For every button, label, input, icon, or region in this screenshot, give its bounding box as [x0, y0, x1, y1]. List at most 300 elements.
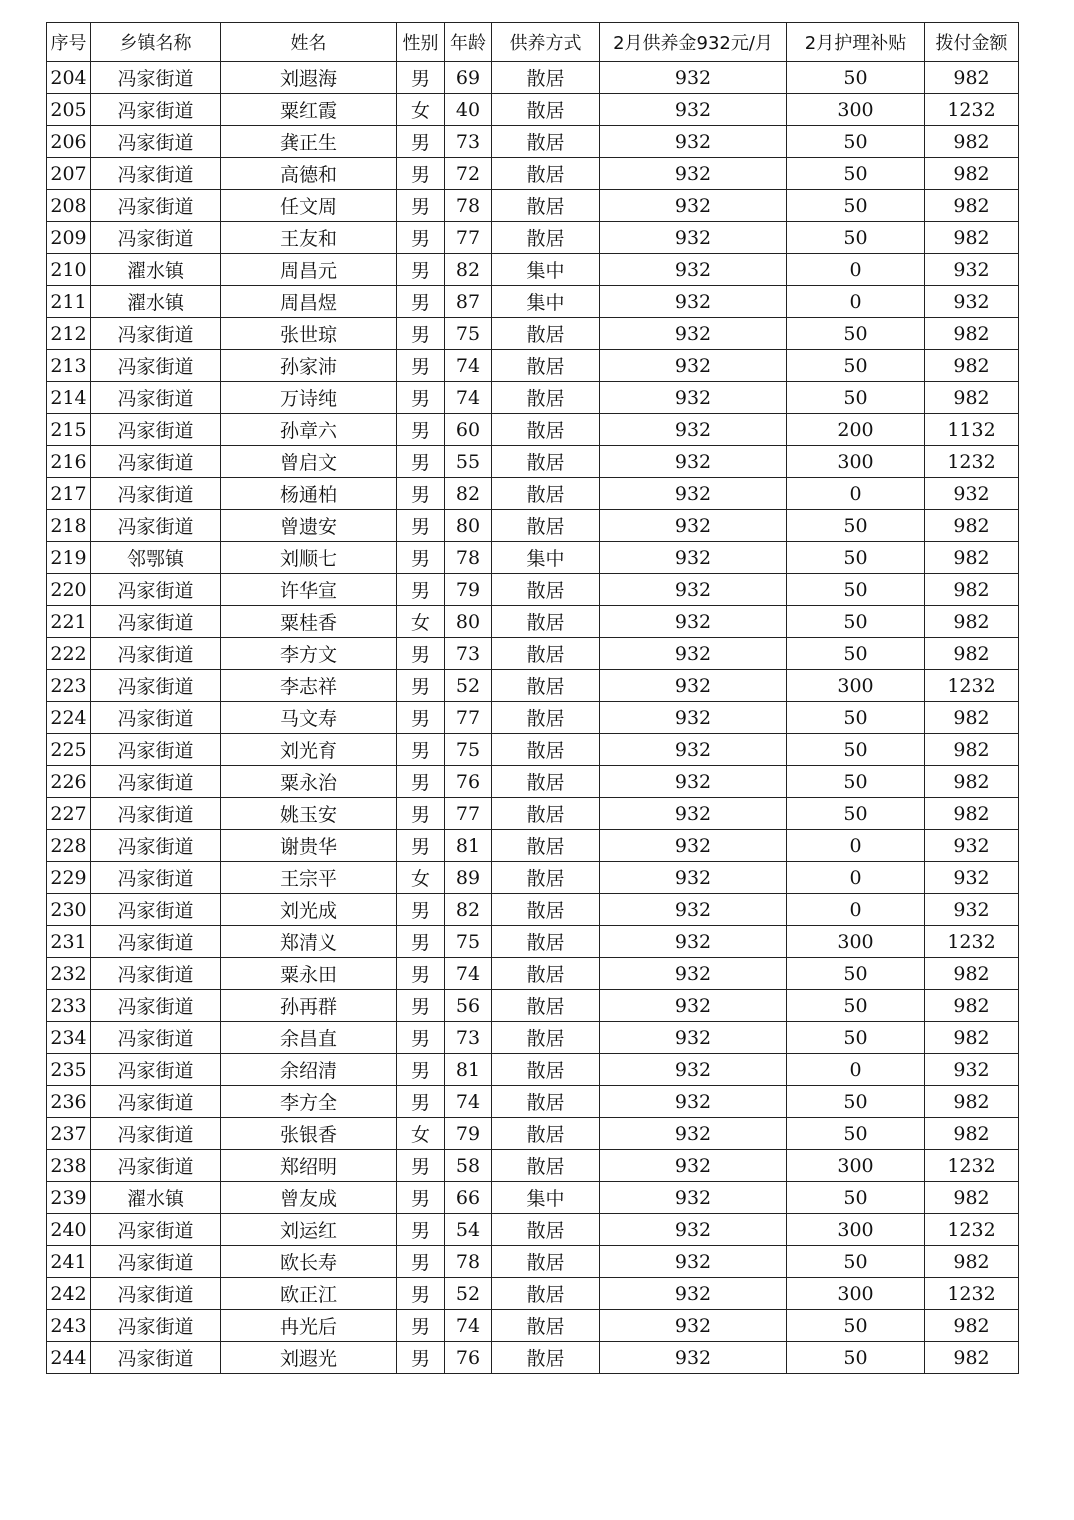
cell-care-subsidy: 300 [787, 94, 925, 126]
cell-age: 73 [445, 126, 492, 158]
cell-name: 孙家沛 [221, 350, 397, 382]
table-row [47, 1278, 1019, 1310]
cell-gender: 男 [397, 830, 445, 862]
cell-town: 冯家街道 [91, 190, 221, 222]
cell-index: 220 [47, 574, 91, 606]
cell-support-fund: 932 [600, 1214, 787, 1246]
cell-age: 52 [445, 670, 492, 702]
cell-name: 姚玉安 [221, 798, 397, 830]
cell-gender: 男 [397, 1246, 445, 1278]
cell-town: 冯家街道 [91, 1054, 221, 1086]
cell-age: 74 [445, 1086, 492, 1118]
cell-support-fund: 932 [600, 254, 787, 286]
cell-care-subsidy: 300 [787, 926, 925, 958]
cell-town: 冯家街道 [91, 1246, 221, 1278]
cell-town: 冯家街道 [91, 734, 221, 766]
cell-town: 冯家街道 [91, 478, 221, 510]
cell-age: 75 [445, 926, 492, 958]
cell-town: 冯家街道 [91, 862, 221, 894]
cell-age: 40 [445, 94, 492, 126]
col-header-care-subsidy: 2月护理补贴 [787, 23, 925, 62]
cell-index: 212 [47, 318, 91, 350]
cell-care-subsidy: 300 [787, 670, 925, 702]
table-row [47, 286, 1019, 318]
cell-support-type: 散居 [492, 894, 600, 926]
cell-support-fund: 932 [600, 766, 787, 798]
cell-gender: 男 [397, 766, 445, 798]
cell-payment-total: 982 [925, 766, 1019, 798]
cell-name: 曾遗安 [221, 510, 397, 542]
cell-name: 刘光成 [221, 894, 397, 926]
cell-support-fund: 932 [600, 510, 787, 542]
cell-age: 52 [445, 1278, 492, 1310]
cell-town: 冯家街道 [91, 1278, 221, 1310]
table-row [47, 606, 1019, 638]
cell-support-type: 散居 [492, 478, 600, 510]
cell-gender: 女 [397, 1118, 445, 1150]
cell-age: 82 [445, 254, 492, 286]
cell-town: 濯水镇 [91, 1182, 221, 1214]
table-row [47, 1118, 1019, 1150]
cell-age: 72 [445, 158, 492, 190]
cell-care-subsidy: 0 [787, 862, 925, 894]
cell-index: 227 [47, 798, 91, 830]
cell-support-fund: 932 [600, 478, 787, 510]
cell-age: 77 [445, 702, 492, 734]
cell-payment-total: 982 [925, 1342, 1019, 1374]
table-row [47, 990, 1019, 1022]
cell-support-type: 集中 [492, 542, 600, 574]
cell-gender: 男 [397, 62, 445, 94]
cell-support-fund: 932 [600, 382, 787, 414]
cell-index: 206 [47, 126, 91, 158]
cell-age: 81 [445, 830, 492, 862]
cell-index: 224 [47, 702, 91, 734]
cell-support-type: 集中 [492, 254, 600, 286]
cell-care-subsidy: 0 [787, 478, 925, 510]
cell-gender: 男 [397, 1054, 445, 1086]
cell-name: 曾友成 [221, 1182, 397, 1214]
cell-support-fund: 932 [600, 926, 787, 958]
cell-payment-total: 982 [925, 574, 1019, 606]
cell-payment-total: 982 [925, 734, 1019, 766]
cell-name: 余绍清 [221, 1054, 397, 1086]
cell-care-subsidy: 50 [787, 606, 925, 638]
cell-gender: 男 [397, 798, 445, 830]
cell-care-subsidy: 50 [787, 1342, 925, 1374]
cell-age: 69 [445, 62, 492, 94]
cell-support-type: 散居 [492, 446, 600, 478]
cell-support-type: 散居 [492, 990, 600, 1022]
cell-support-fund: 932 [600, 862, 787, 894]
cell-town: 冯家街道 [91, 926, 221, 958]
cell-age: 54 [445, 1214, 492, 1246]
cell-payment-total: 982 [925, 382, 1019, 414]
cell-name: 龚正生 [221, 126, 397, 158]
cell-care-subsidy: 50 [787, 990, 925, 1022]
cell-name: 李志祥 [221, 670, 397, 702]
cell-index: 219 [47, 542, 91, 574]
cell-name: 郑绍明 [221, 1150, 397, 1182]
cell-index: 209 [47, 222, 91, 254]
cell-age: 56 [445, 990, 492, 1022]
cell-payment-total: 982 [925, 318, 1019, 350]
cell-support-type: 散居 [492, 382, 600, 414]
cell-support-type: 散居 [492, 766, 600, 798]
table-row [47, 734, 1019, 766]
cell-gender: 男 [397, 702, 445, 734]
col-header-town: 乡镇名称 [91, 23, 221, 62]
cell-town: 冯家街道 [91, 1342, 221, 1374]
cell-support-fund: 932 [600, 542, 787, 574]
cell-name: 张世琼 [221, 318, 397, 350]
cell-town: 冯家街道 [91, 62, 221, 94]
cell-payment-total: 982 [925, 702, 1019, 734]
cell-name: 王友和 [221, 222, 397, 254]
cell-index: 226 [47, 766, 91, 798]
cell-care-subsidy: 50 [787, 126, 925, 158]
cell-payment-total: 982 [925, 798, 1019, 830]
cell-support-type: 散居 [492, 606, 600, 638]
cell-support-type: 散居 [492, 1342, 600, 1374]
cell-name: 杨通柏 [221, 478, 397, 510]
cell-support-fund: 932 [600, 1022, 787, 1054]
cell-town: 冯家街道 [91, 414, 221, 446]
cell-age: 89 [445, 862, 492, 894]
cell-gender: 男 [397, 958, 445, 990]
cell-care-subsidy: 50 [787, 542, 925, 574]
cell-care-subsidy: 50 [787, 1310, 925, 1342]
cell-index: 223 [47, 670, 91, 702]
cell-support-type: 集中 [492, 1182, 600, 1214]
cell-gender: 男 [397, 286, 445, 318]
table-row [47, 670, 1019, 702]
cell-index: 207 [47, 158, 91, 190]
cell-name: 刘运红 [221, 1214, 397, 1246]
cell-support-fund: 932 [600, 830, 787, 862]
cell-name: 余昌直 [221, 1022, 397, 1054]
cell-index: 218 [47, 510, 91, 542]
col-header-support-fund: 2月供养金932元/月 [600, 23, 787, 62]
cell-name: 粟永治 [221, 766, 397, 798]
table-row [47, 1150, 1019, 1182]
cell-gender: 男 [397, 478, 445, 510]
cell-support-type: 散居 [492, 1246, 600, 1278]
cell-name: 李方全 [221, 1086, 397, 1118]
cell-name: 欧正江 [221, 1278, 397, 1310]
cell-index: 213 [47, 350, 91, 382]
cell-support-type: 散居 [492, 414, 600, 446]
cell-support-fund: 932 [600, 190, 787, 222]
cell-age: 77 [445, 222, 492, 254]
cell-age: 80 [445, 606, 492, 638]
cell-age: 81 [445, 1054, 492, 1086]
cell-name: 孙章六 [221, 414, 397, 446]
cell-age: 79 [445, 574, 492, 606]
cell-town: 濯水镇 [91, 286, 221, 318]
table-row [47, 222, 1019, 254]
col-header-age: 年龄 [445, 23, 492, 62]
table-row [47, 766, 1019, 798]
cell-index: 238 [47, 1150, 91, 1182]
cell-support-fund: 932 [600, 574, 787, 606]
cell-gender: 男 [397, 894, 445, 926]
cell-care-subsidy: 50 [787, 702, 925, 734]
cell-gender: 男 [397, 638, 445, 670]
table-row [47, 414, 1019, 446]
cell-payment-total: 932 [925, 862, 1019, 894]
cell-town: 邻鄂镇 [91, 542, 221, 574]
cell-index: 237 [47, 1118, 91, 1150]
cell-support-type: 散居 [492, 862, 600, 894]
cell-payment-total: 1232 [925, 1278, 1019, 1310]
table-row [47, 510, 1019, 542]
cell-support-type: 散居 [492, 222, 600, 254]
cell-payment-total: 982 [925, 222, 1019, 254]
cell-support-fund: 932 [600, 62, 787, 94]
cell-town: 冯家街道 [91, 318, 221, 350]
cell-index: 234 [47, 1022, 91, 1054]
cell-support-type: 散居 [492, 158, 600, 190]
cell-name: 王宗平 [221, 862, 397, 894]
cell-gender: 男 [397, 254, 445, 286]
cell-support-type: 散居 [492, 574, 600, 606]
cell-index: 214 [47, 382, 91, 414]
table-row [47, 1214, 1019, 1246]
cell-index: 221 [47, 606, 91, 638]
cell-care-subsidy: 50 [787, 638, 925, 670]
cell-name: 刘遐光 [221, 1342, 397, 1374]
cell-name: 谢贵华 [221, 830, 397, 862]
cell-support-fund: 932 [600, 446, 787, 478]
cell-payment-total: 932 [925, 894, 1019, 926]
cell-care-subsidy: 300 [787, 1278, 925, 1310]
cell-payment-total: 1232 [925, 1214, 1019, 1246]
cell-age: 75 [445, 734, 492, 766]
cell-support-fund: 932 [600, 670, 787, 702]
cell-age: 73 [445, 1022, 492, 1054]
cell-town: 冯家街道 [91, 766, 221, 798]
cell-support-fund: 932 [600, 318, 787, 350]
cell-support-type: 散居 [492, 734, 600, 766]
cell-index: 229 [47, 862, 91, 894]
cell-name: 曾启文 [221, 446, 397, 478]
cell-payment-total: 982 [925, 990, 1019, 1022]
cell-name: 刘光育 [221, 734, 397, 766]
cell-index: 241 [47, 1246, 91, 1278]
table-row [47, 190, 1019, 222]
table-row [47, 574, 1019, 606]
table-row [47, 254, 1019, 286]
cell-age: 60 [445, 414, 492, 446]
cell-support-fund: 932 [600, 894, 787, 926]
cell-index: 242 [47, 1278, 91, 1310]
cell-support-type: 散居 [492, 1054, 600, 1086]
cell-care-subsidy: 50 [787, 350, 925, 382]
cell-index: 205 [47, 94, 91, 126]
cell-gender: 男 [397, 350, 445, 382]
cell-payment-total: 982 [925, 606, 1019, 638]
cell-town: 冯家街道 [91, 222, 221, 254]
table-row [47, 1342, 1019, 1374]
cell-gender: 男 [397, 1022, 445, 1054]
cell-care-subsidy: 50 [787, 1182, 925, 1214]
cell-town: 冯家街道 [91, 350, 221, 382]
cell-index: 233 [47, 990, 91, 1022]
cell-support-type: 散居 [492, 1150, 600, 1182]
cell-support-type: 散居 [492, 94, 600, 126]
cell-support-fund: 932 [600, 1342, 787, 1374]
cell-name: 孙再群 [221, 990, 397, 1022]
cell-care-subsidy: 0 [787, 254, 925, 286]
cell-town: 冯家街道 [91, 1150, 221, 1182]
table-row [47, 382, 1019, 414]
table-row [47, 862, 1019, 894]
cell-support-fund: 932 [600, 958, 787, 990]
table-row [47, 1182, 1019, 1214]
cell-town: 冯家街道 [91, 446, 221, 478]
cell-support-type: 散居 [492, 638, 600, 670]
cell-index: 230 [47, 894, 91, 926]
cell-town: 冯家街道 [91, 1022, 221, 1054]
cell-support-fund: 932 [600, 990, 787, 1022]
cell-gender: 男 [397, 318, 445, 350]
cell-support-type: 散居 [492, 1022, 600, 1054]
cell-name: 刘遐海 [221, 62, 397, 94]
cell-name: 张银香 [221, 1118, 397, 1150]
cell-age: 77 [445, 798, 492, 830]
cell-age: 82 [445, 894, 492, 926]
table-row [47, 318, 1019, 350]
cell-payment-total: 982 [925, 638, 1019, 670]
cell-index: 216 [47, 446, 91, 478]
cell-support-fund: 932 [600, 94, 787, 126]
cell-gender: 男 [397, 1150, 445, 1182]
cell-name: 欧长寿 [221, 1246, 397, 1278]
cell-town: 冯家街道 [91, 126, 221, 158]
cell-support-fund: 932 [600, 1150, 787, 1182]
cell-name: 郑清义 [221, 926, 397, 958]
cell-gender: 男 [397, 1310, 445, 1342]
cell-payment-total: 932 [925, 1054, 1019, 1086]
cell-care-subsidy: 50 [787, 318, 925, 350]
cell-care-subsidy: 50 [787, 958, 925, 990]
cell-age: 87 [445, 286, 492, 318]
cell-care-subsidy: 50 [787, 734, 925, 766]
cell-support-type: 散居 [492, 510, 600, 542]
cell-age: 74 [445, 958, 492, 990]
cell-care-subsidy: 50 [787, 798, 925, 830]
table-row [47, 1054, 1019, 1086]
cell-town: 冯家街道 [91, 798, 221, 830]
cell-age: 66 [445, 1182, 492, 1214]
col-header-name: 姓名 [221, 23, 397, 62]
cell-care-subsidy: 50 [787, 62, 925, 94]
table-row [47, 638, 1019, 670]
table-row [47, 158, 1019, 190]
table-row [47, 958, 1019, 990]
cell-age: 73 [445, 638, 492, 670]
cell-name: 粟桂香 [221, 606, 397, 638]
cell-gender: 男 [397, 1182, 445, 1214]
cell-age: 82 [445, 478, 492, 510]
cell-payment-total: 932 [925, 254, 1019, 286]
cell-name: 任文周 [221, 190, 397, 222]
cell-payment-total: 982 [925, 1246, 1019, 1278]
cell-support-fund: 932 [600, 1278, 787, 1310]
cell-town: 濯水镇 [91, 254, 221, 286]
cell-gender: 男 [397, 414, 445, 446]
cell-payment-total: 982 [925, 1182, 1019, 1214]
table-row [47, 62, 1019, 94]
cell-age: 76 [445, 1342, 492, 1374]
cell-gender: 男 [397, 1086, 445, 1118]
cell-town: 冯家街道 [91, 670, 221, 702]
table-row [47, 702, 1019, 734]
cell-name: 许华宣 [221, 574, 397, 606]
cell-support-type: 散居 [492, 350, 600, 382]
cell-support-type: 集中 [492, 286, 600, 318]
cell-index: 204 [47, 62, 91, 94]
cell-town: 冯家街道 [91, 830, 221, 862]
cell-support-fund: 932 [600, 1086, 787, 1118]
cell-payment-total: 982 [925, 350, 1019, 382]
cell-payment-total: 932 [925, 478, 1019, 510]
cell-gender: 男 [397, 222, 445, 254]
cell-index: 211 [47, 286, 91, 318]
cell-age: 75 [445, 318, 492, 350]
cell-town: 冯家街道 [91, 1086, 221, 1118]
cell-care-subsidy: 50 [787, 1246, 925, 1278]
table-row [47, 926, 1019, 958]
col-header-support-type: 供养方式 [492, 23, 600, 62]
cell-gender: 男 [397, 382, 445, 414]
cell-gender: 男 [397, 734, 445, 766]
cell-index: 240 [47, 1214, 91, 1246]
cell-support-fund: 932 [600, 414, 787, 446]
cell-care-subsidy: 0 [787, 1054, 925, 1086]
col-header-index: 序号 [47, 23, 91, 62]
cell-town: 冯家街道 [91, 638, 221, 670]
cell-support-fund: 932 [600, 606, 787, 638]
cell-gender: 男 [397, 574, 445, 606]
cell-gender: 男 [397, 990, 445, 1022]
cell-care-subsidy: 0 [787, 830, 925, 862]
cell-name: 周昌煜 [221, 286, 397, 318]
cell-gender: 男 [397, 1342, 445, 1374]
cell-index: 231 [47, 926, 91, 958]
cell-town: 冯家街道 [91, 1118, 221, 1150]
cell-gender: 男 [397, 926, 445, 958]
cell-payment-total: 982 [925, 1118, 1019, 1150]
cell-index: 225 [47, 734, 91, 766]
cell-support-type: 散居 [492, 318, 600, 350]
cell-town: 冯家街道 [91, 894, 221, 926]
cell-index: 215 [47, 414, 91, 446]
cell-town: 冯家街道 [91, 606, 221, 638]
cell-gender: 女 [397, 862, 445, 894]
cell-gender: 女 [397, 94, 445, 126]
cell-index: 222 [47, 638, 91, 670]
table-row [47, 446, 1019, 478]
table-row [47, 542, 1019, 574]
cell-support-fund: 932 [600, 734, 787, 766]
cell-payment-total: 932 [925, 286, 1019, 318]
cell-payment-total: 982 [925, 1310, 1019, 1342]
col-header-gender: 性别 [397, 23, 445, 62]
cell-support-type: 散居 [492, 1214, 600, 1246]
cell-support-type: 散居 [492, 1278, 600, 1310]
